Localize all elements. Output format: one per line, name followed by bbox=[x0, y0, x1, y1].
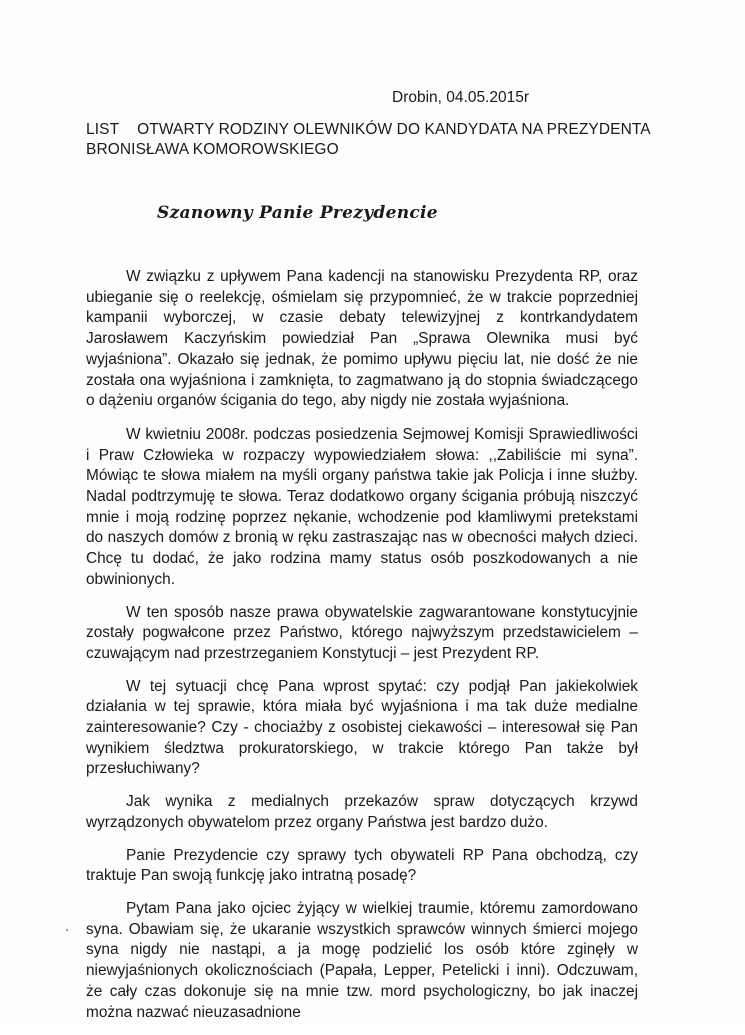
paragraph: W kwietniu 2008r. podczas posiedzenia Sejmowej Komisji Sprawiedliwości i Praw Człowieka w rozpaczy wypowiedziałem słowa: ,,Zabiliście mi syna”. Mówiąc te słowa miałem na myśli organy państwa takie jak Policja i inne służby. Nadal podtrzymuję te słowa. Teraz dodatkowo organy ścigania próbują niszczyć mnie i moją rodzinę poprzez nękanie, wchodzenie pod kłamliwymi pretekstami do naszych domów z bronią w ręku zastraszając nas w obecności małych dzieci. Chcę tu dodać, że jako rodzina mamy status osób poszkodowanych a nie obwinionych. bbox=[86, 425, 638, 588]
letter-title-rest: OTWARTY RODZINY OLEWNIKÓW DO KANDYDATA NA PREZYDENTA BRONISŁAWA KOMOROWSKIEGO bbox=[86, 121, 650, 158]
scan-speck bbox=[66, 929, 68, 931]
letter-salutation: Szanowny Panie Prezydencie bbox=[157, 203, 438, 223]
letter-title bbox=[86, 120, 686, 160]
paragraph: Pytam Pana jako ojciec żyjący w wielkiej traumie, któremu zamordowano syna. Obawiam się, że ukaranie wszystkich sprawców winnych śmierci mojego syna nigdy nie nastąpi, a ja mogę podzielić los osób które zginęły w niewyjaśnionych okolicznościach (Papała, Lepper, Petelicki i inni). Odczuwam, że cały czas dokonuje się na mnie tzw. mord psychologiczny, bo jak inaczej można nazwać nieuzasadnione bbox=[86, 899, 638, 1021]
letter-date: Drobin, 04.05.2015r bbox=[392, 89, 530, 106]
letter-title-first-word: LIST bbox=[86, 121, 120, 138]
paragraph: W związku z upływem Pana kadencji na stanowisku Prezydenta RP, oraz ubieganie się o reelekcję, ośmielam się przypomnieć, że w trakcie poprzedniej kampanii wyborczej, w czasie debaty telewizyjnej z kontrkandydatem Jarosławem Kaczyńskim powiedział Pan „Sprawa Olewnika musi być wyjaśniona”. Okazało się jednak, że pomimo upływu pięciu lat, nie dość że nie została ona wyjaśniona i zamknięta, to zagmatwano ją do stopnia świadczącego o dążeniu organów ścigania do tego, aby nigdy nie została wyjaśniona. bbox=[86, 268, 638, 410]
paragraph: W tej sytuacji chcę Pana wprost spytać: czy podjął Pan jakiekolwiek działania w tej sprawie, która miała być wyjaśniona i ma tak duże medialne zainteresowanie? Czy - chociażby z osobistej ciekawości – interesował się Pan wynikiem śledztwa prokuratorskiego, w trakcie którego Pan także był przesłuchiwany? bbox=[86, 677, 638, 778]
paragraph: Panie Prezydencie czy sprawy tych obywateli RP Pana obchodzą, czy traktuje Pan swoją funkcję jako intratną posadę? bbox=[86, 846, 638, 885]
letter-body bbox=[86, 267, 638, 1035]
paragraph: Jak wynika z medialnych przekazów spraw dotyczących krzywd wyrządzonych obywatelom przez organy Państwa jest bardzo dużo. bbox=[86, 793, 638, 831]
paragraph: W ten sposób nasze prawa obywatelskie zagwarantowane konstytucyjnie zostały pogwałcone przez Państwo, którego najwyższym przedstawicielem – czuwającym nad przestrzeganiem Konstytucji – jest Prezydent RP. bbox=[86, 603, 638, 662]
